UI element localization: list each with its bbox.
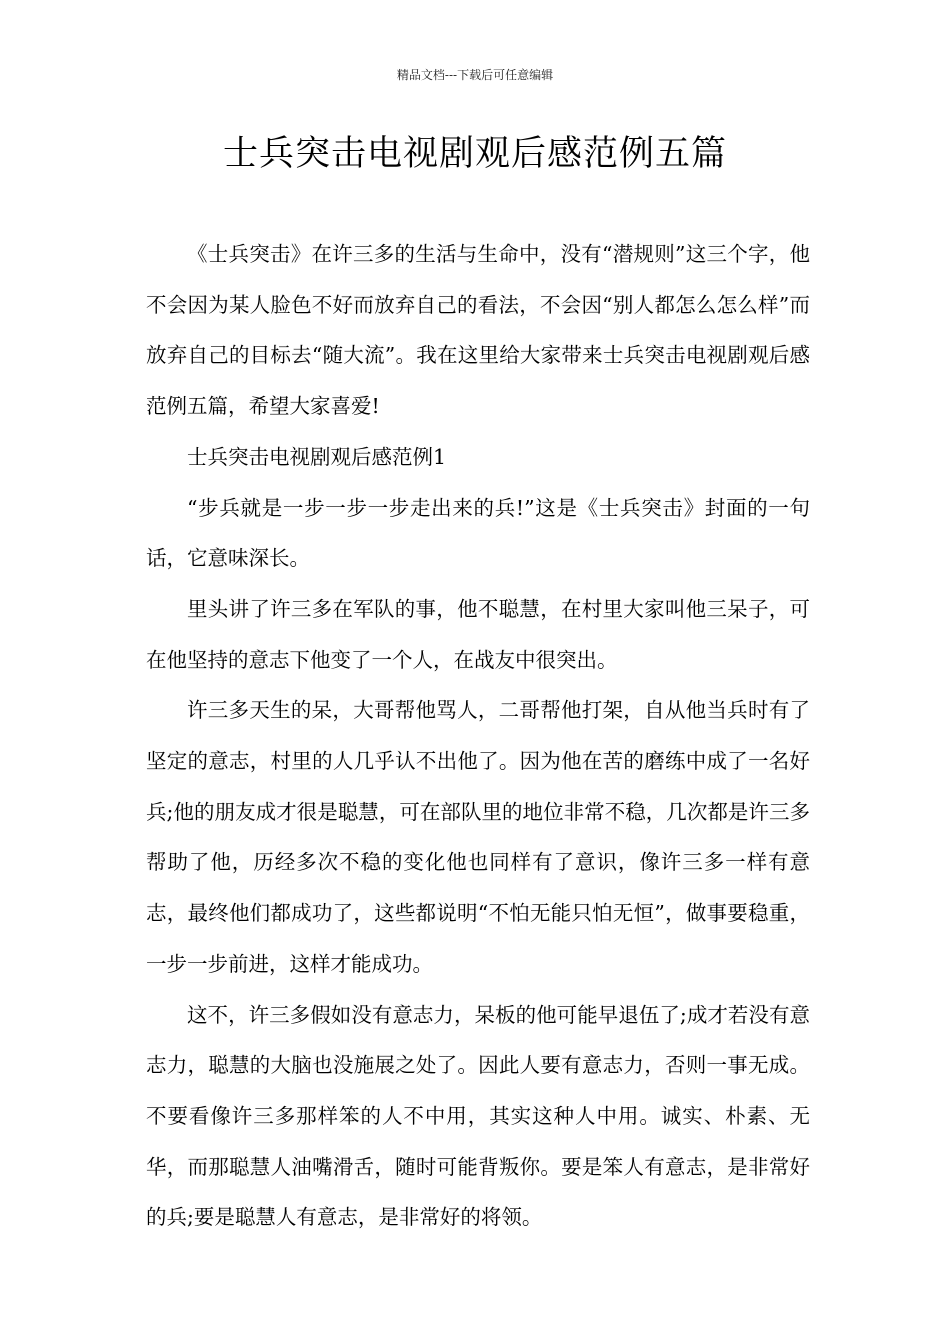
paragraph: 里头讲了许三多在军队的事，他不聪慧，在村里大家叫他三呆子，可在他坚持的意志下他变了一个人，在战友中很突出。 xyxy=(146,596,810,672)
header-note: 精品文档---下载后可任意编辑 xyxy=(396,68,554,82)
paragraph-intro: 《士兵突击》在许三多的生活与生命中，没有“潜规则”这三个字，他不会因为某人脸色不好而放弃自己的看法，不会因“别人都怎么怎么样”而放弃自己的目标去“随大流”。我在这里给大家带来士兵突击电视剧观后感范例五篇，希望大家喜爱! xyxy=(146,242,810,419)
section-heading: 士兵突击电视剧观后感范例1 xyxy=(187,444,447,469)
paragraph: “步兵就是一步一步一步走出来的兵!”这是《士兵突击》封面的一句话，它意味深长。 xyxy=(146,495,810,571)
document-title: 士兵突击电视剧观后感范例五篇 xyxy=(222,134,727,174)
paragraph: 许三多天生的呆，大哥帮他骂人，二哥帮他打架，自从他当兵时有了坚定的意志，村里的人几乎认不出他了。因为他在苦的磨练中成了一名好兵;他的朋友成才很是聪慧，可在部队里的地位非常不稳，几次都是许三多帮助了他，历经多次不稳的变化他也同样有了意识，像许三多一样有意志，最终他们都成功了，这些都说明“不怕无能只怕无恒”，做事要稳重，一步一步前进，这样才能成功。 xyxy=(146,698,810,976)
paragraph: 这不，许三多假如没有意志力，呆板的他可能早退伍了;成才若没有意志力，聪慧的大脑也没施展之处了。因此人要有意志力，否则一事无成。不要看像许三多那样笨的人不中用，其实这种人中用。诚实、朴素、无华，而那聪慧人油嘴滑舌，随时可能背叛你。要是笨人有意志，是非常好的兵;要是聪慧人有意志，是非常好的将领。 xyxy=(146,1002,810,1230)
document-body xyxy=(146,229,810,1243)
